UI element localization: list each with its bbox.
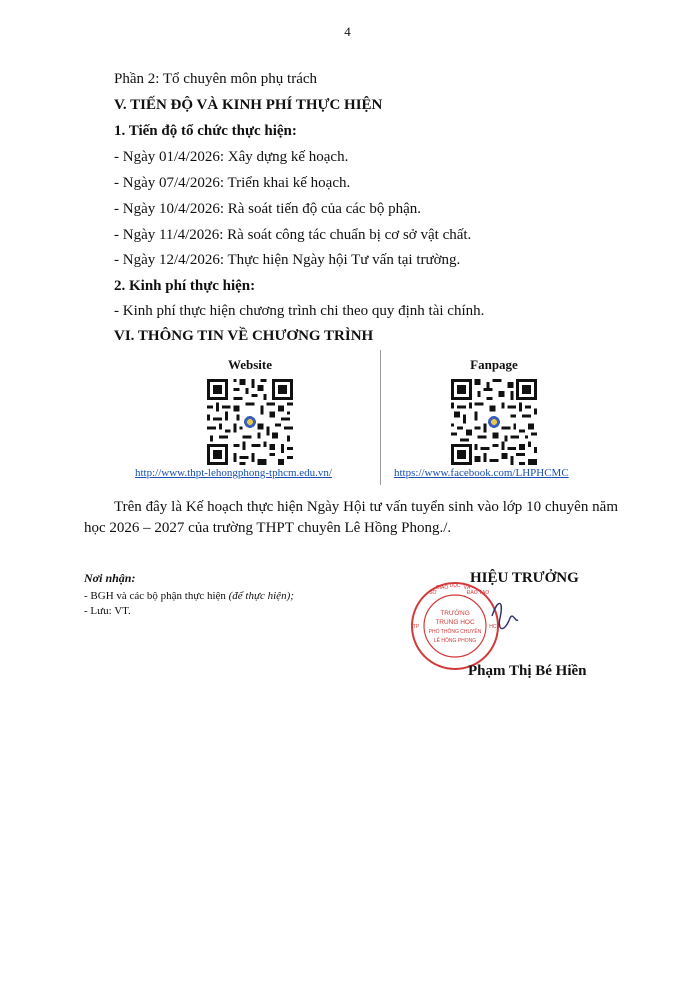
stamp-line-2: TRUNG HỌC: [435, 619, 475, 626]
recipient-line-1-text: - BGH và các bộ phận thực hiện: [84, 590, 229, 602]
page-number: 4: [344, 24, 351, 39]
fanpage-link[interactable]: https://www.facebook.com/LHPHCMC: [394, 467, 569, 479]
fanpage-label: Fanpage: [470, 357, 518, 372]
stamp-line-4: LÊ HỒNG PHONG: [433, 638, 477, 644]
recipient-line-1-note: (để thực hiện);: [228, 590, 294, 602]
recipient-line-1: [84, 589, 294, 603]
recipient-line-2: - Lưu: VT.: [84, 605, 131, 617]
website-link[interactable]: http://www.thpt-lehongphong-tphcm.edu.vn/: [135, 467, 332, 479]
svg-text:GIÁO: GIÁO: [435, 585, 449, 591]
website-label: Website: [227, 357, 273, 372]
recipients-title: Nơi nhận:: [84, 571, 136, 585]
part-2-line: Phần 2: Tổ chuyên môn phụ trách: [114, 71, 318, 87]
subsection-2-title: 2. Kinh phí thực hiện:: [114, 278, 256, 294]
schedule-item: - Ngày 07/4/2026: Triển khai kế hoạch.: [114, 175, 351, 191]
svg-text:VÀ: VÀ: [463, 585, 471, 591]
school-seal-stamp: [400, 578, 520, 673]
closing-paragraph: Trên đây là Kế hoạch thực hiện Ngày Hội tư vấn tuyển sinh vào lớp 10 chuyên năm học 2026 – 2027 của trường THPT chuyên Lê Hồng Phong./.: [84, 499, 618, 536]
budget-text: - Kinh phí thực hiện chương trình chi theo quy định tài chính.: [114, 303, 485, 319]
svg-text:TP: TP: [412, 624, 420, 630]
stamp-line-1: TRƯỜNG: [440, 610, 470, 617]
website-qr-code: [207, 379, 293, 465]
svg-text:SỞ: SỞ: [429, 590, 437, 596]
schedule-item: - Ngày 11/4/2026: Rà soát công tác chuẩn bị cơ sở vật chất.: [114, 227, 472, 243]
svg-text:ĐÀO TẠO: ĐÀO TẠO: [466, 590, 490, 596]
svg-text:HCM: HCM: [489, 624, 501, 630]
subsection-1-title: 1. Tiến độ tổ chức thực hiện:: [114, 123, 297, 139]
section-6-title: VI. THÔNG TIN VỀ CHƯƠNG TRÌNH: [114, 328, 374, 344]
schedule-item: - Ngày 01/4/2026: Xây dựng kế hoạch.: [114, 149, 349, 165]
signer-role: HIỆU TRƯỞNG: [470, 570, 579, 586]
fanpage-qr-code: [451, 379, 537, 465]
stamp-line-3: PHỔ THÔNG CHUYÊN: [428, 629, 482, 635]
schedule-item: - Ngày 12/4/2026: Thực hiện Ngày hội Tư vấn tại trường.: [114, 252, 461, 268]
section-5-title: V. TIẾN ĐỘ VÀ KINH PHÍ THỰC HIỆN: [114, 97, 383, 113]
column-divider: [380, 350, 381, 485]
schedule-item: - Ngày 10/4/2026: Rà soát tiến độ của các bộ phận.: [114, 201, 422, 217]
svg-text:DỤC: DỤC: [449, 583, 461, 589]
signer-name: Phạm Thị Bé Hiền: [468, 663, 587, 679]
